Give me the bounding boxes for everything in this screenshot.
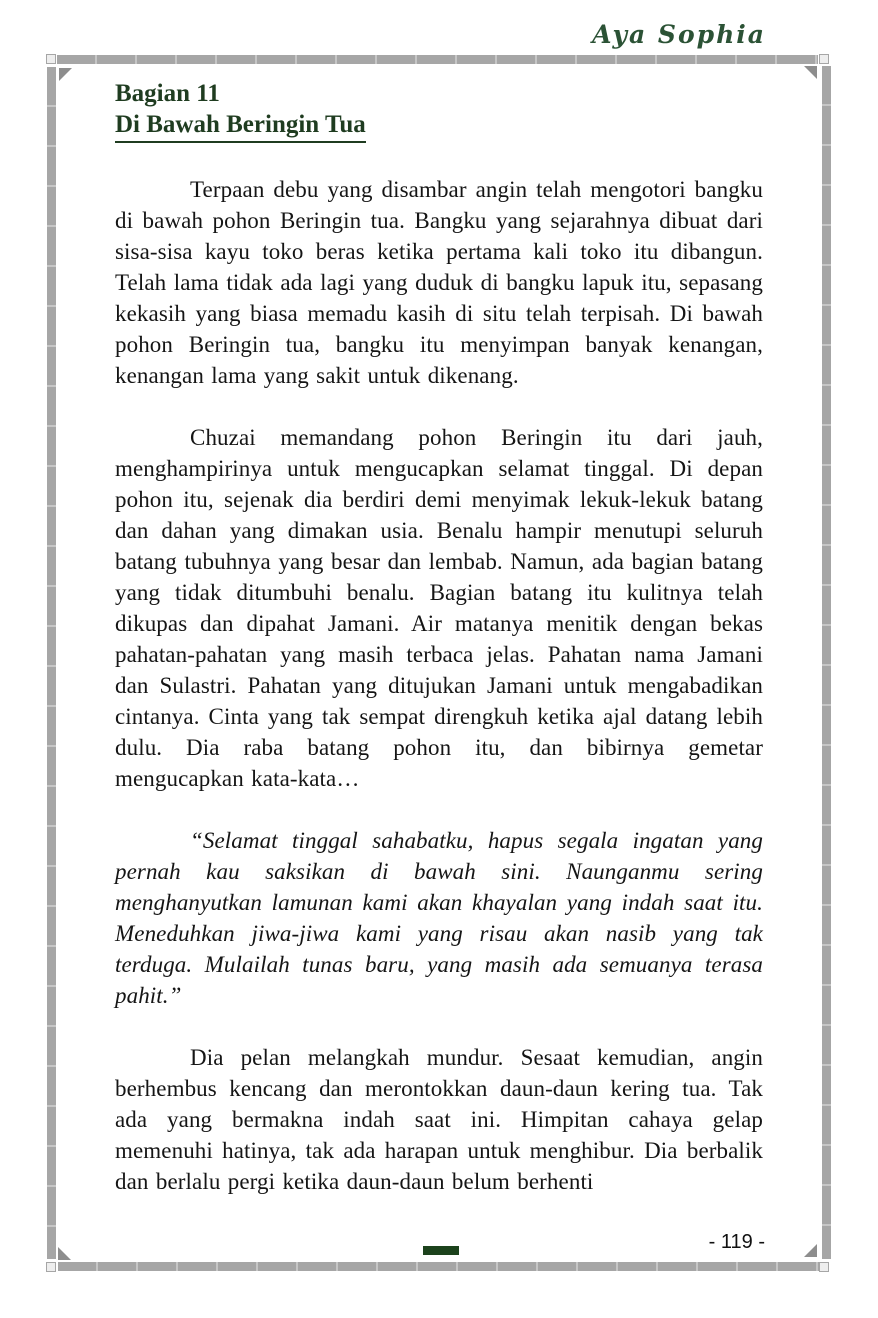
page-number: - 119 - [708,1231,765,1253]
frame-corner-square-bottom-right [819,1262,829,1272]
corner-triangle-icon-bottom-right [804,1244,817,1257]
body-paragraph: Dia pelan melangkah mundur. Sesaat kemudian, angin berhembus kencang dan merontokkan daun-daun kering tua. Tak ada yang bermakna indah saat ini. Himpitan cahaya gelap memenuhi hatinya, tak ada harapan untuk menghibur. Dia berbalik dan berlalu pergi ketika daun-daun belum berhenti [115,1045,763,1194]
paragraphs [115,174,763,1197]
corner-triangle-icon-top-left [59,68,72,81]
body-paragraph: Chuzai memandang pohon Beringin itu dari jauh, menghampirinya untuk mengucapkan selamat tinggal. Di depan pohon itu, sejenak dia berdiri demi menyimak lekuk-lekuk batang dan dahan yang dimakan usia. Benalu hampir menutupi seluruh batang tubuhnya yang besar dan lembab. Namun, ada bagian batang yang tidak ditumbuhi benalu. Bagian batang itu kulitnya telah dikupas dan dipahat Jamani. Air matanya menitik dengan bekas pahatan-pahatan yang masih terbaca jelas. Pahatan nama Jamani dan Sulastri. Pahatan yang ditujukan Jamani untuk mengabadikan cintanya. Cinta yang tak sempat direngkuh ketika ajal datang lebih dulu. Dia raba batang pohon itu, dan bibirnya gemetar mengucapkan kata-kata… [115,425,763,791]
frame-bottom-bar [58,1262,819,1271]
running-header-author: Aya Sophia [592,20,766,49]
chapter-number: Bagian 11 [115,80,220,107]
frame-corner-square-top-left [46,54,56,64]
frame-left-bar [47,67,56,1259]
frame-corner-square-top-right [819,54,829,64]
frame-corner-square-bottom-left [46,1262,56,1272]
frame-top-bar [57,55,818,64]
corner-triangle-icon-bottom-left [58,1247,71,1260]
chapter-title: Di Bawah Beringin Tua [115,109,366,143]
body-paragraph: Terpaan debu yang disambar angin telah mengotori bangku di bawah pohon Beringin tua. Bangku yang sejarahnya dibuat dari sisa-sisa kayu toko beras ketika pertama kali toko itu dibangun. Telah lama tidak ada lagi yang duduk di bangku lapuk itu, sepasang kekasih yang biasa memadu kasih di situ telah terpisah. Di bawah pohon Beringin tua, bangku itu menyimpan banyak kenangan, kenangan lama yang sakit untuk dikenang. [115,177,763,388]
footer-ornament [423,1246,459,1255]
frame-right-bar [822,66,831,1259]
quote-paragraph: “Selamat tinggal sahabatku, hapus segala ingatan yang pernah kau saksikan di bawah sini. Naunganmu sering menghanyutkan lamunan kami akan khayalan yang indah saat itu. Meneduhkan jiwa-jiwa kami yang risau akan nasib yang tak terduga. Mulailah tunas baru, yang masih ada semuanya terasa pahit.” [115,828,763,1008]
page-content [115,78,763,1197]
corner-triangle-icon-top-right [804,66,817,79]
